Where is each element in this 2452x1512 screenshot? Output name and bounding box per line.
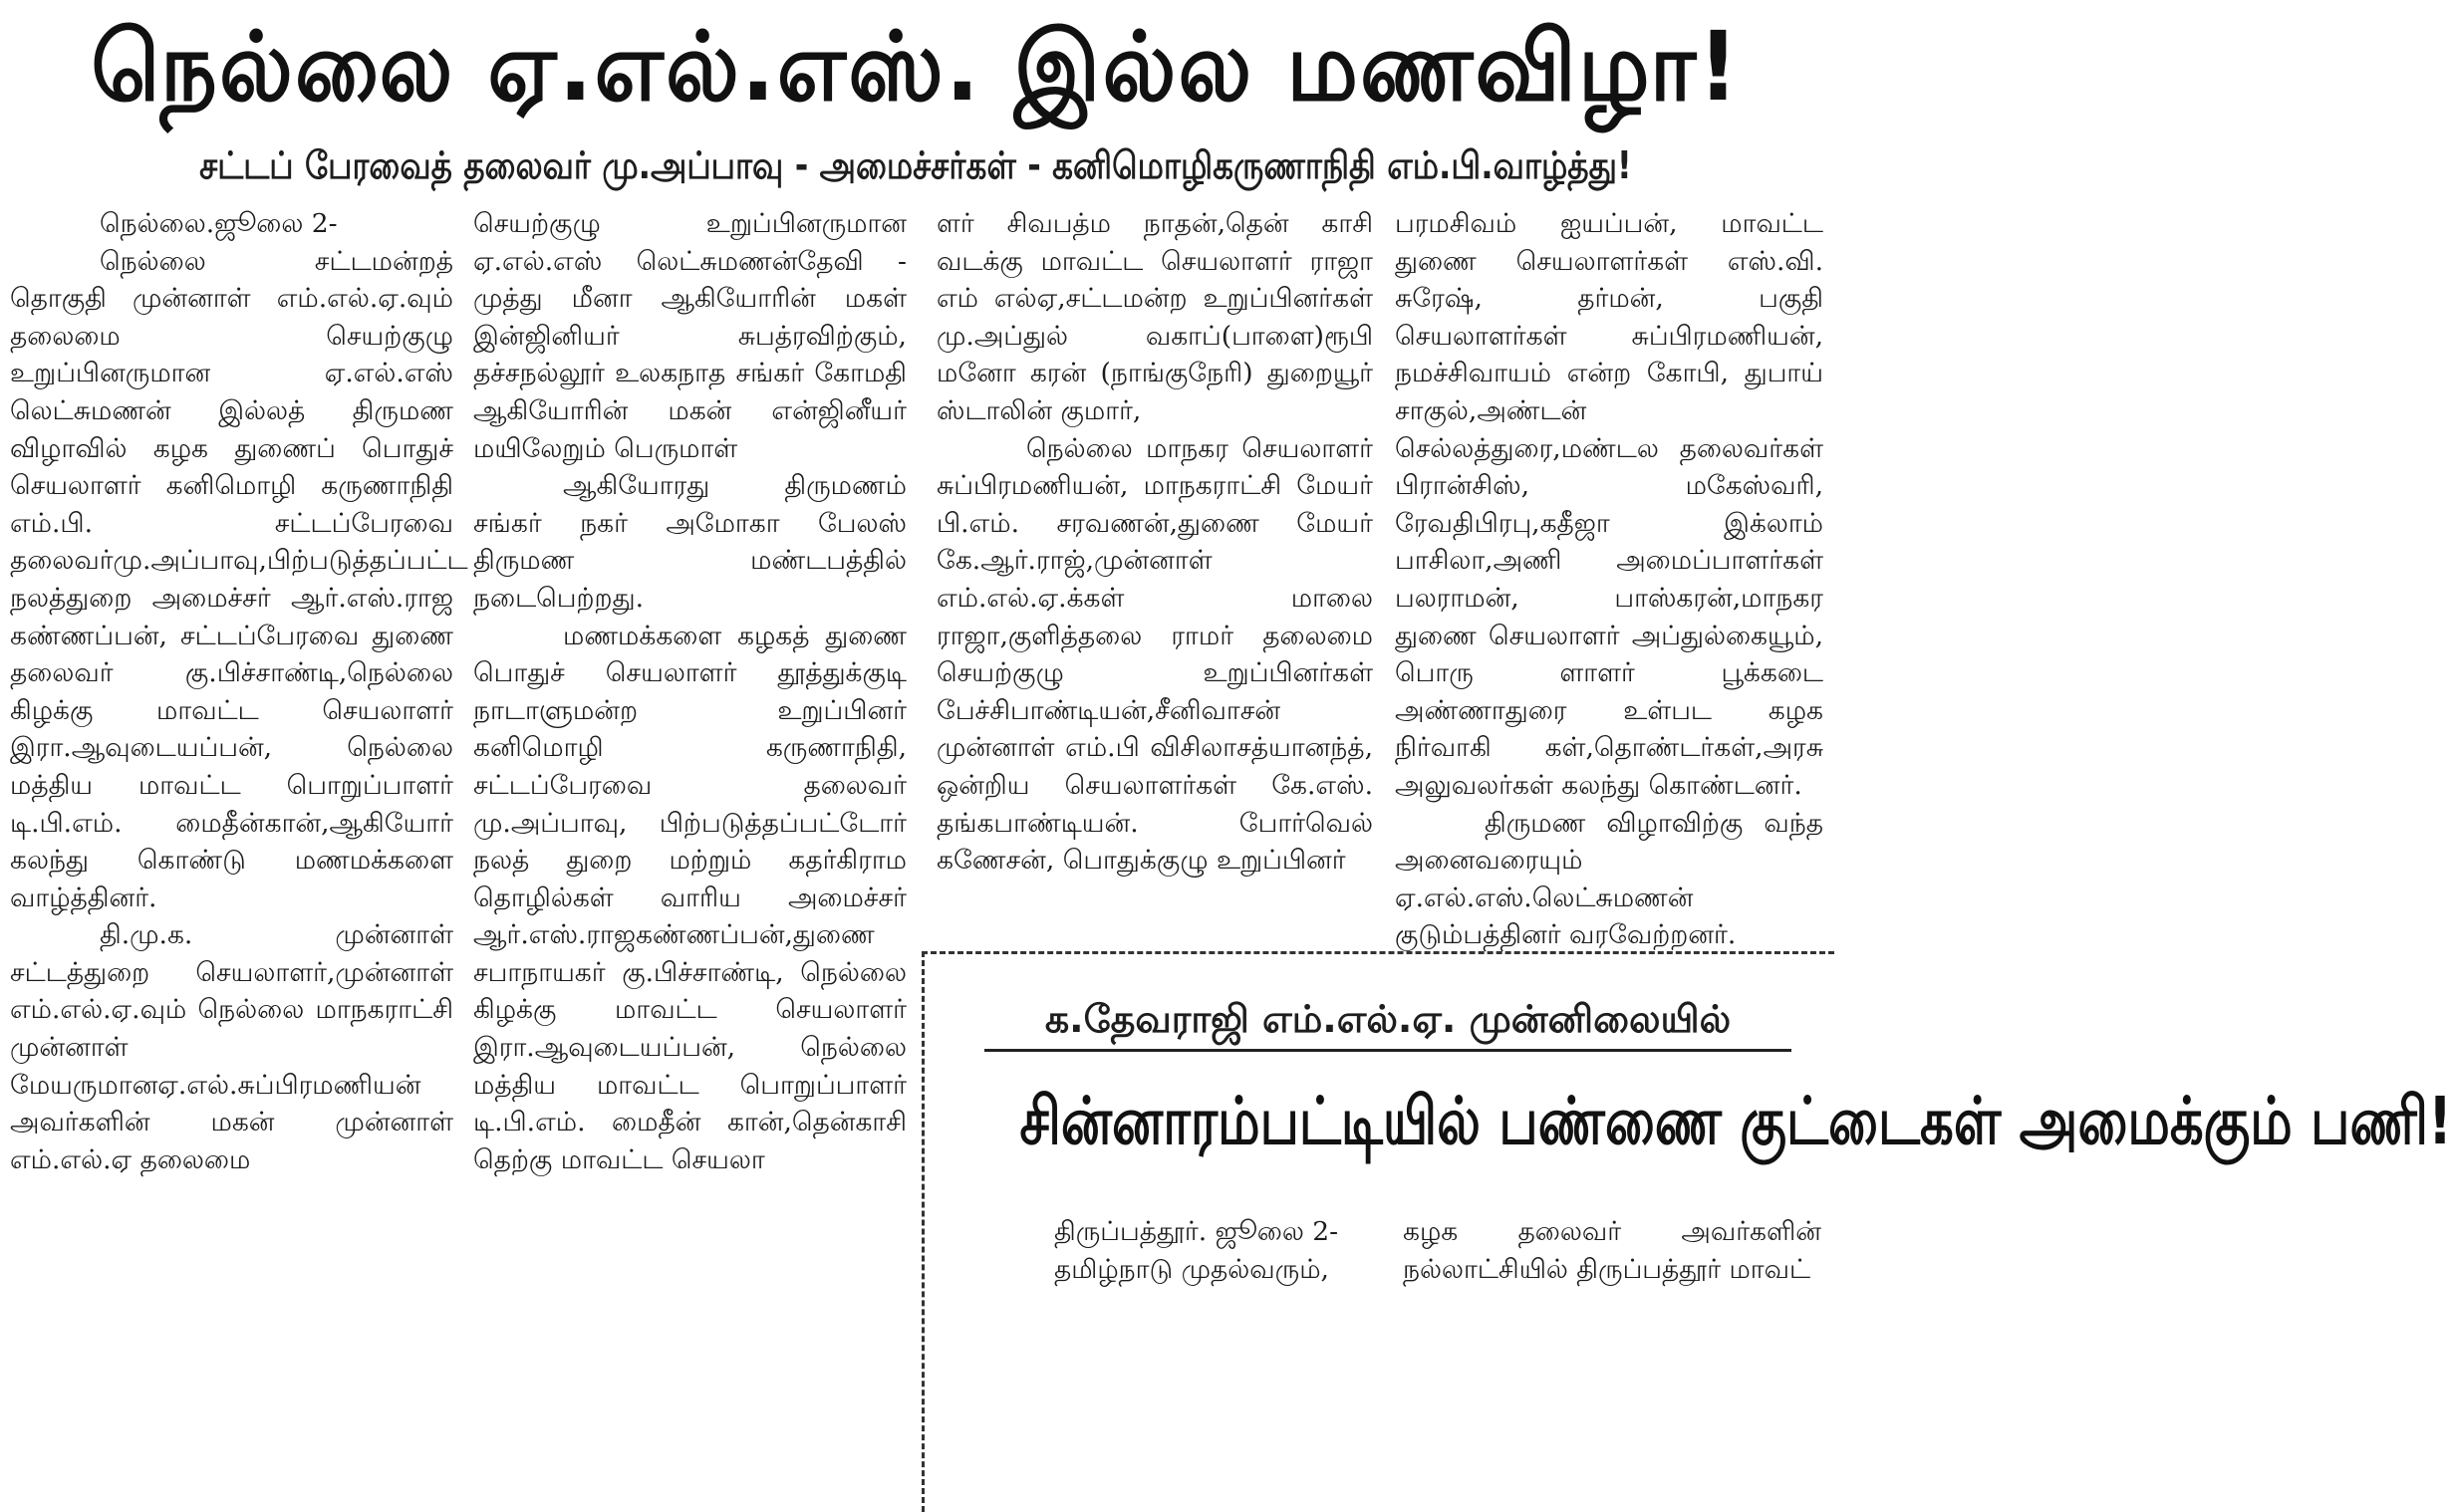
dateline: நெல்லை.ஜூலை 2- (100, 208, 338, 239)
paragraph: கழக தலைவர் அவர்களின் நல்லாட்சியில் திருப்பத்தூர் மாவட் (1403, 1216, 1821, 1285)
paragraph: நெல்லை மாநகர செயலாளர் சுப்பிரமணியன், மாநகராட்சி மேயர் பி.எம். சரவணன்,துணை மேயர் கே.ஆர்.ராஜ்,முன்னாள் எம்.எல்.ஏ.க்கள் மாலை ராஜா,குளித்தலை ராமர் தலைமை செயற்குழு உறுப்பினர்கள் பேச்சிபாண்டியன்,சீனிவாசன் முன்னாள் எம்.பி விசிலாசத்யானந்த், ஒன்றிய செயலாளர்கள் கே.எஸ். தங்கபாண்டியன். போர்வெல் கணேசன், பொதுக்குழு உறுப்பினர் (937, 432, 1373, 877)
boxed-kicker: க.தேவராஜி எம்.எல்.ஏ. முன்னிலையில் (984, 989, 1791, 1052)
boxed-column-2 (1403, 1213, 1821, 1288)
article-column-2 (473, 205, 907, 1500)
paragraph: பரமசிவம் ஐயப்பன், மாவட்ட துணை செயலாளர்கள் எஸ்.வி. சுரேஷ், தர்மன், பகுதி செயலாளர்கள் சுப்பிரமணியன், நமச்சிவாயம் என்ற கோபி, துபாய் சாகுல்,அண்டன் செல்லத்துரை,மண்டல தலைவர்கள் பிரான்சிஸ், மகேஸ்வரி, ரேவதிபிரபு,கதீஜா இக்லாம் பாசிலா,அணி அமைப்பாளர்கள் பலராமன், பாஸ்கரன்,மாநகர துணை செயலாளர் அப்துல்கையூம், பொரு ளாளர் பூக்கடை அண்ணாதுரை உள்பட கழக நிர்வாகி கள்,தொண்டர்கள்,அரசு அலுவலர்கள் கலந்து கொண்டனர். (1395, 208, 1823, 801)
article-column-1 (10, 205, 468, 1500)
paragraph: தமிழ்நாடு முதல்வரும், (1054, 1253, 1329, 1285)
dateline: திருப்பத்தூர். ஜூலை 2- (1054, 1216, 1339, 1247)
paragraph: நெல்லை சட்டமன்றத் தொகுதி முன்னாள் எம்.எல்.ஏ.வும் தலைமை செயற்குழு உறுப்பினருமான ஏ.எல்.எஸ் லெட்சுமணன் இல்லத் திருமண விழாவில் கழக துணைப் பொதுச் செயலாளர் கனிமொழி கருணாநிதி எம்.பி. சட்டப்பேரவை தலைவர்மு.அப்பாவு,பிற்படுத்தப்பட்ட நலத்துறை அமைச்சர் ஆர்.எஸ்.ராஜ கண்ணப்பன், சட்டப்பேரவை துணை தலைவர் கு.பிச்சாண்டி,நெல்லை கிழக்கு மாவட்ட செயலாளர் இரா.ஆவுடையப்பன், நெல்லை மத்திய மாவட்ட பொறுப்பாளர் டி.பி.எம். மைதீன்கான்,ஆகியோர் கலந்து கொண்டு மணமக்களை வாழ்த்தினர். (10, 245, 468, 913)
boxed-headline: சின்னாரம்பட்டியில் பண்ணை குட்டைகள் அமைக்கும் பணி! (1019, 1083, 2452, 1159)
paragraph: ஆகியோரது திருமணம் சங்கர் நகர் அமோகா பேலஸ் திருமண மண்டபத்தில் நடைபெற்றது. (473, 470, 907, 614)
article-column-3 (937, 205, 1373, 957)
paragraph: தி.மு.க. முன்னாள் சட்டத்துறை செயலாளர்,முன்னாள் எம்.எல்.ஏ.வும் நெல்லை மாநகராட்சி முன்னாள் மேயருமானஏ.எல்.சுப்பிரமணியன் அவர்களின் மகன் முன்னாள் எம்.எல்.ஏ தலைமை (10, 919, 453, 1175)
headline: நெல்லை ஏ.எல்.எஸ். இல்ல மணவிழா! (91, 11, 1741, 123)
paragraph: திருமண விழாவிற்கு வந்த அனைவரையும் ஏ.எல்.எஸ்.லெட்சுமணன் குடும்பத்தினர் வரவேற்றனர். (1395, 807, 1823, 951)
paragraph: செயற்குழு உறுப்பினருமான ஏ.எல்.எஸ் லெட்சுமணன்தேவி - முத்து மீனா ஆகியோரின் மகள் இன்ஜினியர் சுபத்ரவிற்கும், தச்சநல்லூர் உலகநாத சங்கர் கோமதி ஆகியோரின் மகன் என்ஜினீயர் மயிலேறும் பெருமாள் (473, 208, 907, 464)
article-column-4 (1395, 205, 1823, 957)
paragraph: மணமக்களை கழகத் துணை பொதுச் செயலாளர் தூத்துக்குடி நாடாளுமன்ற உறுப்பினர் கனிமொழி கருணாநிதி, சட்டப்பேரவை தலைவர் மு.அப்பாவு, பிற்படுத்தப்பட்டோர் நலத் துறை மற்றும் கதர்கிராம தொழில்கள் வாரிய அமைச்சர் ஆர்.எஸ்.ராஜகண்ணப்பன்,துணை சபாநாயகர் கு.பிச்சாண்டி, நெல்லை கிழக்கு மாவட்ட செயலாளர் இரா.ஆவுடையப்பன், நெல்லை மத்திய மாவட்ட பொறுப்பாளர் டி.பி.எம். மைதீன் கான்,தென்காசி தெற்கு மாவட்ட செயலா (473, 620, 907, 1175)
subheadline: சட்டப் பேரவைத் தலைவர் மு.அப்பாவு - அமைச்சர்கள் - கனிமொழிகருணாநிதி எம்.பி.வாழ்த்து! (199, 143, 1632, 187)
paragraph: ளர் சிவபத்ம நாதன்,தென் காசி வடக்கு மாவட்ட செயலாளர் ராஜா எம் எல்ஏ,சட்டமன்ற உறுப்பினர்கள் மு.அப்துல் வகாப்(பாளை)ரூபி மனோ கரன் (நாங்குநேரி) துறையூர் ஸ்டாலின் குமார், (937, 208, 1373, 426)
boxed-article (922, 951, 2452, 1512)
boxed-column-1 (964, 1213, 1383, 1288)
